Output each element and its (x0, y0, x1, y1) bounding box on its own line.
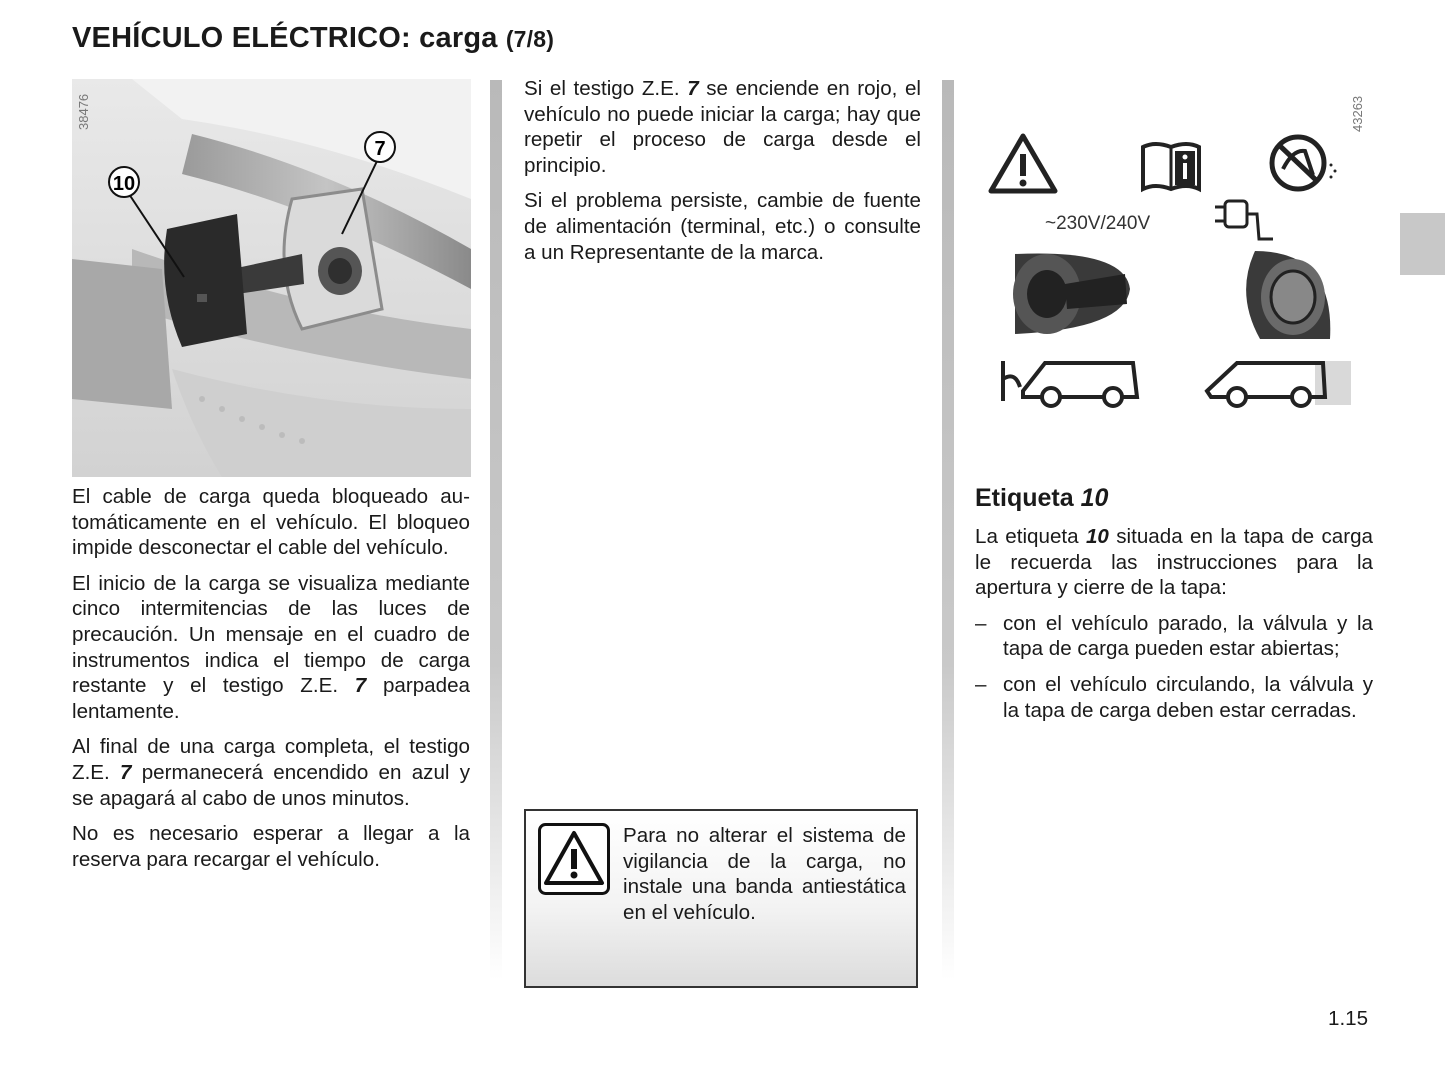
paragraph: Al final de una carga completa, el testigo Z.E. 7 permanecerá encendido en azul y se apagará al cabo de unos minutos. (72, 735, 470, 810)
cap-closed-icon (1246, 251, 1330, 339)
callout-10: 10 (112, 173, 136, 195)
paragraph: Si el problema persiste, cambie de fuente de alimentación (terminal, etc.) o consulte a un Representante de la marca. (524, 189, 921, 264)
column-separator (942, 80, 954, 980)
figure-reference-left: 38476 (76, 93, 91, 130)
voltage-label: ~230V/240V (1045, 213, 1151, 234)
page-title-main: VEHÍCULO ELÉCTRICO: carga (72, 22, 498, 54)
figure-reference-right: 43263 (1350, 95, 1365, 132)
paragraph: La etiqueta 10 situada en la tapa de carga le recuerda las instrucciones para la apertura y cierre de la tapa: (975, 525, 1373, 600)
warning-triangle-icon (538, 823, 610, 895)
car-driving-icon (1207, 361, 1351, 406)
warning-box (524, 809, 918, 988)
section-thumb-tab (1400, 213, 1445, 275)
column-separator (490, 80, 502, 980)
list-item: – con el vehículo circulando, la válvula y la tapa de carga deben estar cerradas. (975, 672, 1373, 723)
car-charging-icon (1003, 361, 1137, 406)
charging-port-photo (72, 79, 471, 477)
charge-flap-label-figure (975, 79, 1373, 439)
plug-icon (1215, 201, 1273, 239)
paragraph: El inicio de la carga se visualiza mediante cinco intermitencias de las luces de precaución. Un mensaje en el cuadro de instrumentos indica el tiempo de carga restante y el testigo Z.E. 7 parpadea lentamente. (72, 571, 470, 723)
callout-7: 7 (374, 138, 386, 160)
page-title-part: (7/8) (505, 26, 555, 52)
manual-info-icon (1143, 144, 1199, 189)
left-column (72, 484, 470, 882)
middle-column (524, 76, 921, 275)
page-title (72, 22, 554, 55)
warning-triangle-icon (991, 136, 1055, 191)
paragraph: El cable de carga queda bloqueado automáticamente en el vehículo. El bloqueo impide desconectar el cable del vehículo. (72, 485, 470, 560)
instruction-list (975, 611, 1373, 723)
cable-inserted-icon (1013, 253, 1130, 334)
page-number: 1.15 (1328, 1007, 1369, 1030)
paragraph: Si el testigo Z.E. 7 se enciende en rojo, el vehículo no puede iniciar la carga; hay que repetir el proceso de carga desde el principio. (524, 77, 921, 177)
right-column (975, 524, 1373, 733)
paragraph: No es necesario esperar a llegar a la reserva para recargar el vehículo. (72, 822, 470, 871)
list-item: – con el vehículo parado, la válvula y la tapa de carga pueden estar abiertas; (975, 611, 1373, 662)
warning-text: Para no alterar el sistema de vigilancia de la carga, no instale una banda antiestática en el vehículo. (623, 824, 906, 924)
no-pressure-wash-icon (1272, 137, 1337, 189)
section-heading: Etiqueta 10 (975, 484, 1109, 512)
